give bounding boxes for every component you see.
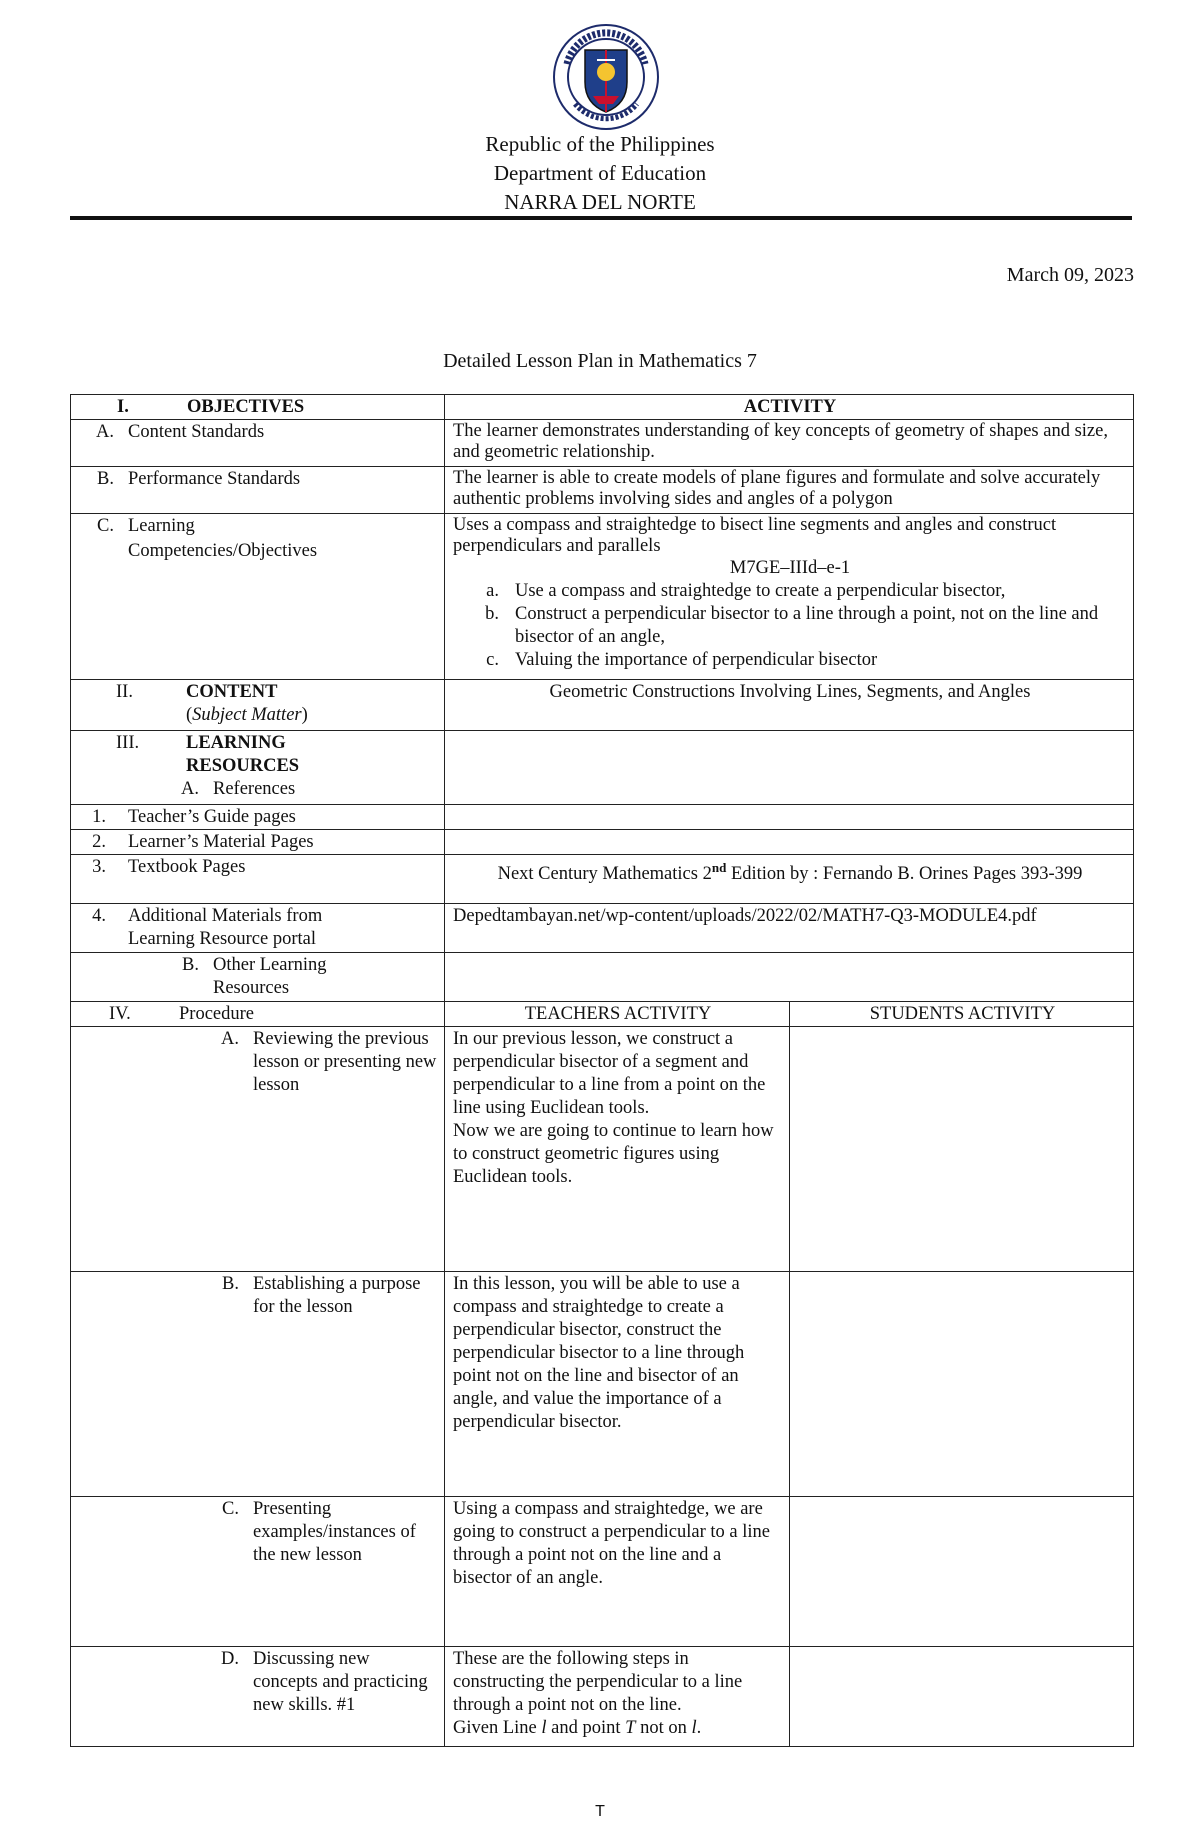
table-row: II. CONTENT (Subject Matter) Geometric Constructions Involving Lines, Segments, and Angles	[71, 680, 1134, 731]
list-item: b. Construct a perpendicular bisector to a line through a point, not on the line and bisector of an angle,	[485, 604, 1099, 647]
teachers-activity-heading: TEACHERS ACTIVITY	[445, 1002, 790, 1027]
table-row: A. Reviewing the previous lesson or presenting new lesson In our previous lesson, we construct a perpendicular bisector of a segment and perpendicular to a line from a point on the line using Euclidean tools. Now we are going to continue to learn how to construct geometric figures using Euclidean tools.	[71, 1027, 1134, 1272]
activity-heading-cell: ACTIVITY	[445, 395, 1134, 420]
additional-materials-link[interactable]: Depedtambayan.net/wp-content/uploads/2022/02/MATH7-Q3-MODULE4.pdf	[445, 904, 1134, 953]
objectives-heading-cell: I. OBJECTIVES	[71, 395, 445, 420]
competency-code: M7GE–IIId–e-1	[729, 558, 851, 578]
teacher-activity-c: Using a compass and straightedge, we are going to construct a perpendicular to a line through a point not on the line and a bisector of an angle.	[445, 1497, 790, 1647]
student-activity-a	[790, 1027, 1134, 1272]
page-footer: T	[595, 1803, 605, 1820]
textbook-text: Next Century Mathematics 2nd Edition by : Fernando B. Orines Pages 393-399	[445, 855, 1134, 904]
document-title: Detailed Lesson Plan in Mathematics 7	[443, 350, 757, 372]
header-republic: Republic of the Philippines	[485, 132, 715, 156]
performance-standards-text: The learner is able to create models of plane figures and formulate and solve accurately authentic problems involving sides and angles of a polygon	[445, 467, 1134, 514]
student-activity-d	[790, 1647, 1134, 1747]
deped-seal	[553, 24, 659, 130]
table-row: 4. Additional Materials from Learning Resource portal Depedtambayan.net/wp-content/uploads/2022/02/MATH7-Q3-MODULE4.pdf	[71, 904, 1134, 953]
header-rule	[70, 216, 1132, 220]
list-item: c. Valuing the importance of perpendicular bisector	[486, 650, 878, 670]
table-row: III. LEARNING RESOURCES A. References	[71, 731, 1134, 805]
table-row: C. Presenting examples/instances of the new lesson Using a compass and straightedge, we are going to construct a perpendicular to a line through a point not on the line and a bisector of an angle.	[71, 1497, 1134, 1647]
table-row: IV. Procedure TEACHERS ACTIVITY STUDENTS ACTIVITY	[71, 1002, 1134, 1027]
table-row: A. Content Standards The learner demonstrates understanding of key concepts of geometry of shapes and size, and geometric relationship.	[71, 420, 1134, 467]
header-department: Department of Education	[493, 161, 707, 185]
teacher-activity-a: In our previous lesson, we construct a perpendicular bisector of a segment and perpendicular to a line from a point on the line using Euclidean tools. Now we are going to continue to learn how to construct geometric figures using Euclidean tools.	[445, 1027, 790, 1272]
table-row: B. Performance Standards The learner is able to create models of plane figures and formulate and solve accurately authentic problems involving sides and angles of a polygon	[71, 467, 1134, 514]
table-row: 3. Textbook Pages Next Century Mathematics 2nd Edition by : Fernando B. Orines Pages 393-399	[71, 855, 1134, 904]
table-row: D. Discussing new concepts and practicing new skills. #1 These are the following steps in constructing the perpendicular to a line through a point not on the line. Given Line l and point T not on l.	[71, 1647, 1134, 1747]
content-standards-text: The learner demonstrates understanding of key concepts of geometry of shapes and size, and geometric relationship.	[445, 420, 1134, 467]
table-row: C. Learning Competencies/Objectives Uses a compass and straightedge to bisect line segments and angles and construct perpendiculars and parallels M7GE–IIId–e-1 a. Use a compass and straightedge to create a perpendicular bisector, b. Construct a perpendicular bisector to a line through a point, not on the line and bisector of an angle, c. Valuing the importance of perpendicular bisector	[71, 514, 1134, 680]
table-row: 2. Learner’s Material Pages	[71, 830, 1134, 855]
list-item: a. Use a compass and straightedge to create a perpendicular bisector,	[486, 581, 1006, 601]
header-division: NARRA DEL NORTE	[504, 190, 696, 214]
student-activity-c	[790, 1497, 1134, 1647]
competencies-cell: Uses a compass and straightedge to bisect line segments and angles and construct perpendiculars and parallels M7GE–IIId–e-1 a. Use a compass and straightedge to create a perpendicular bisector, b. Construct a perpendicular bisector to a line through a point, not on the line and bisector of an angle, c. Valuing the importance of perpendicular bisector	[445, 514, 1134, 680]
document-date: March 09, 2023	[1006, 264, 1134, 286]
table-row: B. Other Learning Resources	[71, 953, 1134, 1002]
students-activity-heading: STUDENTS ACTIVITY	[790, 1002, 1134, 1027]
teacher-activity-d: These are the following steps in constructing the perpendicular to a line through a point not on the line. Given Line l and point T not on l.	[445, 1647, 790, 1747]
student-activity-b	[790, 1272, 1134, 1497]
lesson-plan-table	[70, 394, 1134, 1747]
teacher-activity-b: In this lesson, you will be able to use a compass and straightedge to create a perpendicular bisector, construct the perpendicular bisector to a line through point not on the line and bisector of an angle, and value the importance of a perpendicular bisector.	[445, 1272, 790, 1497]
objectives-list	[453, 580, 1127, 672]
table-row: B. Establishing a purpose for the lesson In this lesson, you will be able to use a compass and straightedge to create a perpendicular bisector, construct the perpendicular bisector to a line through point not on the line and bisector of an angle, and value the importance of a perpendicular bisector.	[71, 1272, 1134, 1497]
table-row: 1. Teacher’s Guide pages	[71, 805, 1134, 830]
subject-matter-label: Subject Matter	[192, 705, 302, 725]
content-text: Geometric Constructions Involving Lines, Segments, and Angles	[445, 680, 1134, 731]
table-row	[71, 395, 1134, 420]
